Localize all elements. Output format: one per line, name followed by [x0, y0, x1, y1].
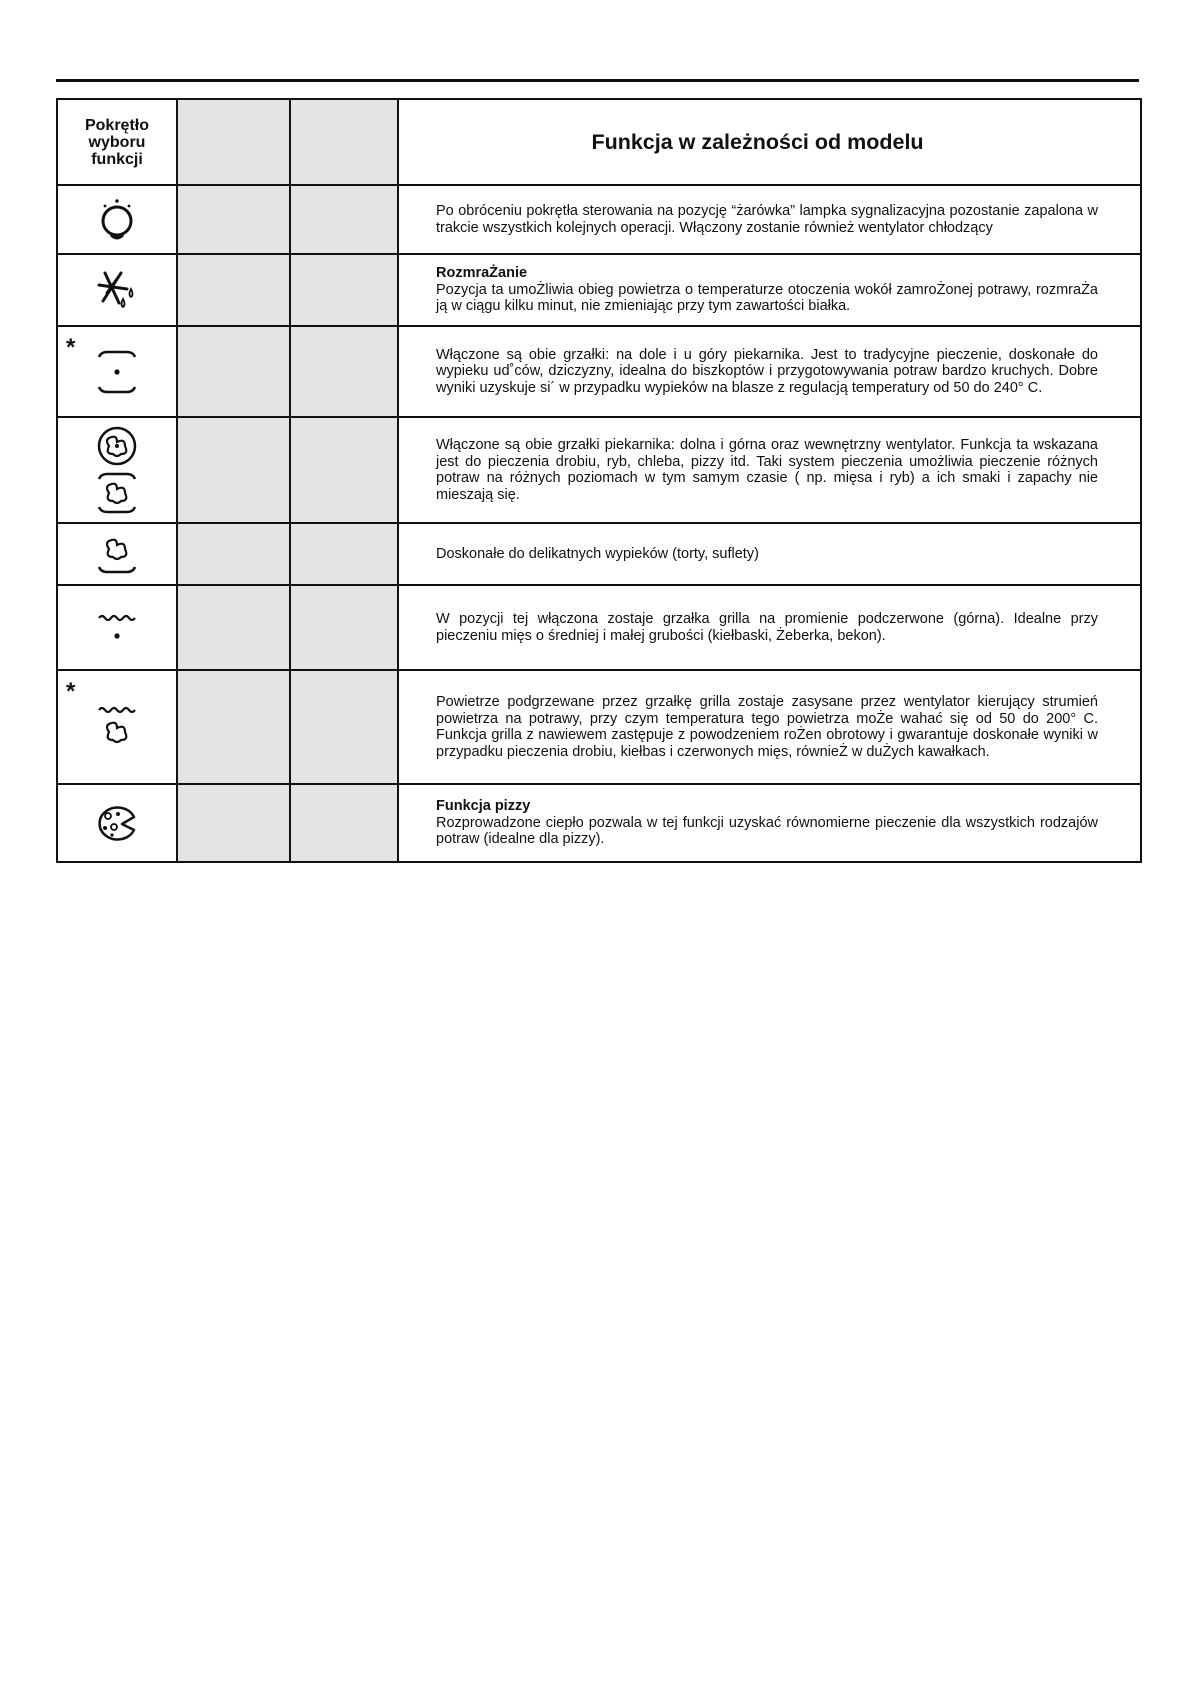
description-text: Włączone są obie grzałki: na dole i u góry piekarnika. Jest to tradycyjne pieczenie, doskonałe do wypieku ud˚ców, dziczyzny, idealna do biszkoptów i przygotowywania potraw bardzo kruchych. Dobre wyniki uzyskuje si´ w przypadku wypieków na blasze z regulacją temperatury od 50 do 240° C.: [436, 346, 1098, 396]
fan-bottom-heat-icon: [95, 531, 139, 577]
shaded-cell: [290, 523, 398, 585]
shaded-cell: [290, 326, 398, 417]
top-bottom-heat-icon: [95, 347, 139, 397]
model-dependent-marker: *: [66, 678, 76, 705]
table-row: [57, 670, 1141, 784]
icon-cell: [57, 585, 177, 670]
function-description: [398, 254, 1141, 326]
shaded-cell: [177, 585, 290, 670]
top-rule: [56, 79, 1139, 82]
shaded-cell: [177, 670, 290, 784]
shaded-cell: [290, 254, 398, 326]
pizza-icon: [94, 803, 140, 843]
description-text: W pozycji tej włączona zostaje grzałka grilla na promienie podczerwone (górna). Idealne przy pieczeniu mięs o średniej i małej grubości (kiełbaski, Żeberka, bekon).: [436, 611, 1098, 644]
lamp-icon: [97, 197, 137, 243]
knob-label: Pokrętło wyboru funkcji: [57, 99, 177, 185]
grill-icon: [95, 610, 139, 646]
description-text: Pozycja ta umoŻliwia obieg powietrza o temperaturze otoczenia wokół zamroŻonej potrawy, rozmraŻa ją w ciągu kilku minut, nie zmieniając przy tym zawartości białka.: [436, 281, 1098, 315]
fan-top-bottom-heat-icon: [95, 471, 139, 515]
function-description: [398, 326, 1141, 417]
description-text: Włączone są obie grzałki piekarnika: dolna i górna oraz wewnętrzny wentylator. Funkcja ta wskazana jest do pieczenia drobiu, ryb, chleba, pizzy itd. Taki system pieczenia umożliwia pieczenie różnych potraw na różnych poziomach w tym samym czasie ( np. mięsa i ryb) a ich smaki i zapachy nie mieszają się.: [436, 437, 1098, 503]
shaded-cell: [177, 326, 290, 417]
defrost-icon: [95, 269, 139, 311]
shaded-cell: [177, 417, 290, 523]
shaded-cell: [177, 784, 290, 862]
icon-cell: [57, 670, 177, 784]
shaded-cell: [177, 99, 290, 185]
shaded-cell: [290, 99, 398, 185]
oven-function-table: [56, 98, 1142, 863]
description-text: Powietrze podgrzewane przez grzałkę grilla zostaje zasysane przez wentylator kierujący strumień powietrza na potrawy, przy czym temperatura tego powietrza moŻe wahać się od 50 do 200° C. Funkcja grilla z nawiewem zastępuje z powodzeniem roŻen obrotowy i gwarantuje doskonałe wyniki w przypadku pieczenia drobiu, kiełbas i czerwonych mięs, równieŻ w duŻych kawałkach.: [436, 694, 1098, 760]
icon-cell: [57, 185, 177, 254]
function-description: [398, 523, 1141, 585]
shaded-cell: [177, 523, 290, 585]
table-row: [57, 326, 1141, 417]
function-description: [398, 784, 1141, 862]
shaded-cell: [290, 185, 398, 254]
shaded-cell: [290, 784, 398, 862]
convection-fan-icon: [96, 425, 138, 467]
shaded-cell: [290, 670, 398, 784]
shaded-cell: [290, 417, 398, 523]
table-row: [57, 417, 1141, 523]
icon-cell: [57, 784, 177, 862]
shaded-cell: [290, 585, 398, 670]
icon-cell: [57, 523, 177, 585]
table-row: [57, 585, 1141, 670]
icon-cell: [57, 326, 177, 417]
table-row: [57, 784, 1141, 862]
shaded-cell: [177, 185, 290, 254]
table-row: [57, 523, 1141, 585]
model-dependent-marker: *: [66, 334, 76, 361]
function-description: [398, 585, 1141, 670]
icon-cell: [57, 417, 177, 523]
function-description: [398, 185, 1141, 254]
table-row: [57, 254, 1141, 326]
description-text: Doskonałe do delikatnych wypieków (torty, suflety): [436, 545, 759, 562]
description-text: Rozprowadzone ciepło pozwala w tej funkcji uzyskać równomierne pieczenie dla wszystkich rodzajów potraw (idealne dla pizzy).: [436, 814, 1098, 848]
function-title: Funkcja w zależności od modelu: [398, 99, 1141, 185]
table-row: [57, 185, 1141, 254]
icon-cell: [57, 254, 177, 326]
fan-grill-icon: [95, 704, 139, 750]
shaded-cell: [177, 254, 290, 326]
function-description: [398, 670, 1141, 784]
table-header-row: [57, 99, 1141, 185]
function-name: Funkcja pizzy: [436, 798, 531, 815]
description-text: Po obróceniu pokrętła sterowania na pozycję “żarówka” lampka sygnalizacyjna pozostanie zapalona w trakcie wszystkich kolejnych operacji. Włączony zostanie również wentylator chłodzący: [436, 203, 1098, 236]
function-name: RozmraŻanie: [436, 265, 528, 282]
function-description: [398, 417, 1141, 523]
